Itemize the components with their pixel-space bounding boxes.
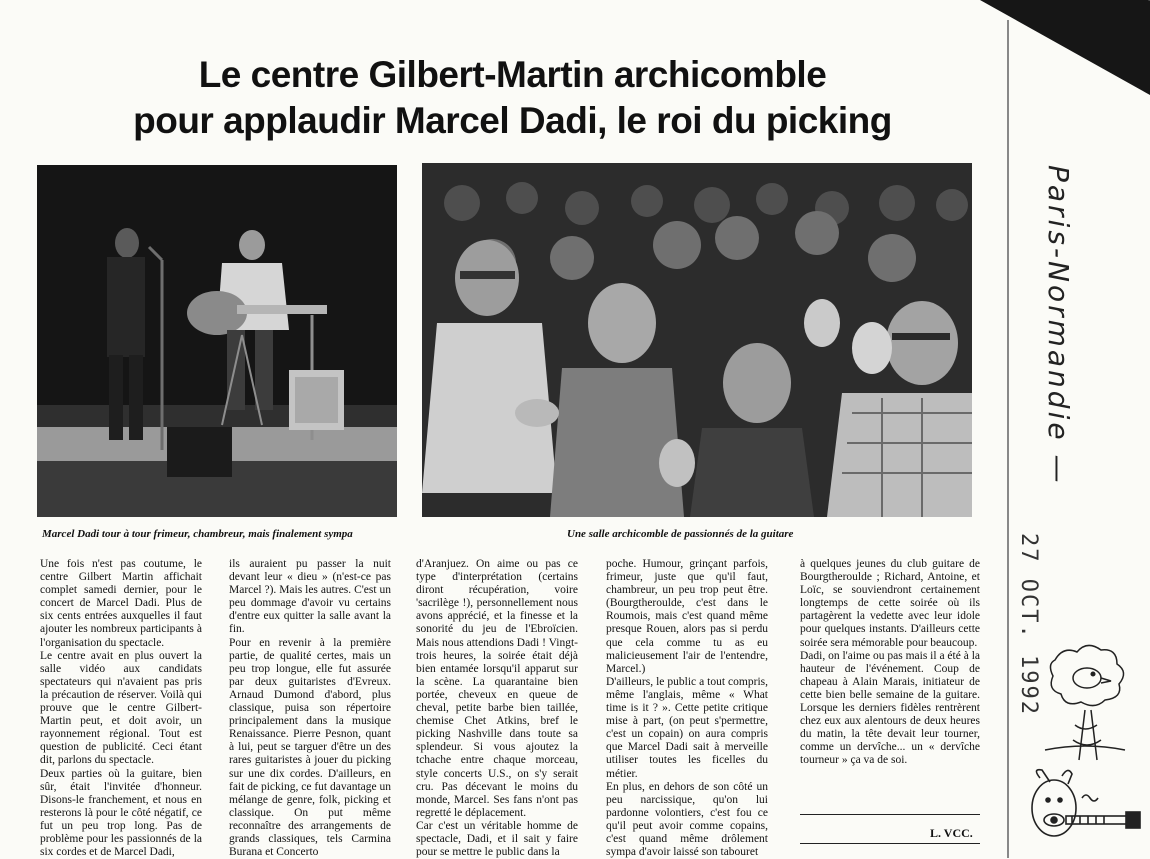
byline-rule-bottom	[800, 843, 980, 844]
margin-separator	[1007, 20, 1009, 858]
article-column-1: Une fois n'est pas coutume, le centre Gilbert Martin affichait complet samedi dernier, pour le concert de Marcel Dadi. Plus de six cents entrées auxquelles il faut ajouter les nombreux participants à l'organisation du spectacle. Le centre avait en plus ouvert la salle vidéo aux candidats spectateurs qui n'avaient pas pris la précaution de réserver. Voilà qui prouve que le centre Gilbert-Martin peut, et doit avoir, un rayonnement régional. Tout est question de publicité. Ceci étant dit, parlons du spectacle. Deux parties où la guitare, bien sûr, était l'invitée d'honneur. Disons-le franchement, et nous en resterons là pour le côté négatif, ce fut un peu trop long. Pas de problème pour les passionnés de la six cordes et de Marcel Dadi,	[40, 558, 202, 859]
handwritten-source-note: Paris-Normandie —	[1042, 165, 1075, 486]
article-byline: L. VCC.	[930, 826, 973, 840]
photo-caption-left: Marcel Dadi tour à tour frimeur, chambreur, mais finalement sympa	[42, 528, 353, 540]
stage-photo	[37, 165, 397, 517]
dog-with-guitar-doodle-icon	[1022, 768, 1147, 848]
article-column-4: poche. Humour, grinçant parfois, frimeur, juste que qu'il faut, chambreur, un peu trop peut être. (Bourgtheroulde, c'est dans le Roumois, mais c'est quand même presque Rouen, alors pas si perdu que cela comme tu as eu malicieusement l'air de l'entendre, Marcel.) D'ailleurs, le public a tout compris, même l'anglais, même « What time is it ? ». Cette petite critique mise à part, (on peut s'permettre, c'est un copain) on aura compris que Marcel Dadi sait à merveille utiliser toutes les ficelles du métier. En plus, en dehors de son côté un peu narcissique, qu'on lui pardonne volontiers, c'est fou ce qu'il peut avoir comme copains, c'est quand même drôlement sympa d'avoir laissé son tabouret	[606, 558, 768, 859]
article-headline	[40, 52, 985, 144]
article-column-5: à quelques jeunes du club guitare de Bourgtheroulde ; Richard, Antoine, et Loïc, se souviendront certainement longtemps de cette soirée où ils partagèrent la vedette avec leur idole pour quelques instants. D'ailleurs cette soirée sera mémorable pour beaucoup. Dadi, on l'aime ou pas mais il a été à la hauteur de l'événement. Coup de chapeau à Alain Marais, initiateur de cette bien belle semaine de la guitare. Lorsque les derniers fidèles rentrèrent chez eux aux alentours de deux heures du matin, la tête devait leur tourner, comme un dervîche... un « dervîche tourneur » ça va de soi.	[800, 558, 980, 767]
article-column-2: ils auraient pu passer la nuit devant leur « dieu » (n'est-ce pas Marcel ?). Mais les autres. C'est un peu dommage d'avoir vu certains d'entre eux quitter la salle avant la fin. Pour en revenir à la première partie, de qualité certes, mais un peu trop longue, elle fut assurée par deux guitaristes d'Evreux. Arnaud Dumond d'abord, plus classique, puisa son répertoire principalement dans la musique Renaissance. Pierre Pesnon, quant à lui, peut se targuer d'être un des rares guitaristes à jouer du picking sur une dix cordes. D'ailleurs, en fait de picking, ce fut davantage un mélange de genre, folk, picking et classique. On put même reconnaître des arrangements de grands classiques, tels Carmina Burana et Concerto	[229, 558, 391, 859]
headline-line-1: Le centre Gilbert-Martin archicomble	[198, 54, 827, 95]
article-column-3: d'Aranjuez. On aime ou pas ce type d'interprétation (certains diront récupération, voire 'sacrilège !), personnellement nous avons apprécié, et la finesse et la sonorité du jeu de l'Ebroïcien. Mais nous attendions Dadi ! Vingt-trois heures, la soirée était déjà bien entamée lorsqu'il apparut sur la scène. La quarantaine bien portée, cheveux en queue de cheval, petite barbe bien taillée, chemise Chet Atkins, bref le picking Nashville dans toute sa splendeur. Si vous ajoutez la tchache entre chaque morceau, style concerts U.S., on s'y serait cru. Pas décevant le moins du monde, Marcel. Ses fans n'ont pas regretté le déplacement. Car c'est un véritable homme de spectacle, Dadi, et il sait y faire pour se mettre le public dans la	[416, 558, 578, 859]
bird-on-cloud-doodle-icon	[1025, 630, 1145, 770]
audience-photo	[422, 163, 972, 517]
byline-rule-top	[800, 814, 980, 815]
photo-caption-right: Une salle archicomble de passionnés de la guitare	[567, 528, 794, 540]
headline-line-2: pour applaudir Marcel Dadi, le roi du picking	[133, 100, 892, 141]
date-stamp: 27 OCT. 1992	[1016, 533, 1041, 716]
page-corner-fold	[980, 0, 1150, 95]
